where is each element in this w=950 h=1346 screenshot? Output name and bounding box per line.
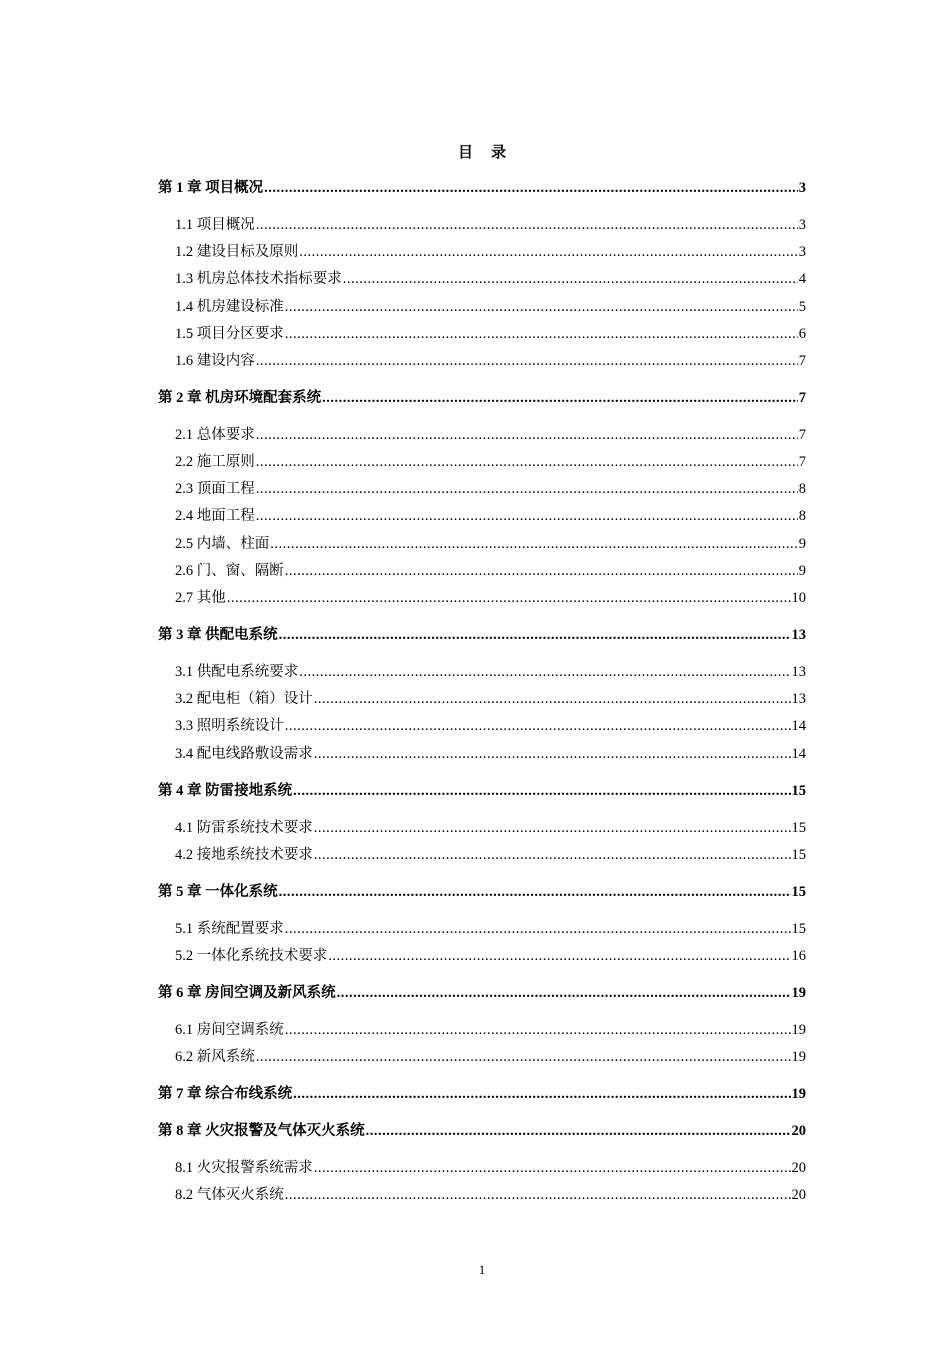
toc-entry-page: 4 (798, 271, 806, 287)
toc-entry-label: 第 4 章 防雷接地系统 (158, 783, 293, 799)
toc-entry-page: 20 (791, 1187, 806, 1203)
toc-entry-label: 1.3 机房总体技术指标要求 (175, 271, 342, 287)
toc-entry-page: 13 (791, 664, 806, 680)
toc-entry-label: 2.2 施工原则 (175, 454, 255, 470)
toc-entry-section[interactable] (175, 452, 806, 472)
toc-entry-chapter[interactable] (158, 1121, 806, 1141)
toc-entry-label: 1.4 机房建设标准 (175, 299, 284, 315)
toc-entry-label: 6.1 房间空调系统 (175, 1022, 284, 1038)
toc-entry-chapter[interactable] (158, 983, 806, 1003)
toc-entry-section[interactable] (175, 588, 806, 608)
toc-entry-page: 15 (791, 820, 806, 836)
leader-dots (270, 534, 798, 554)
leader-dots (256, 452, 798, 472)
leader-dots (285, 1185, 791, 1205)
title-char-left: 目 (457, 145, 473, 161)
toc-entry-section[interactable] (175, 1020, 806, 1040)
leader-dots (227, 588, 791, 608)
toc-entry-section[interactable] (175, 215, 806, 235)
toc-entry-page: 20 (791, 1123, 806, 1139)
toc-entry-section[interactable] (175, 269, 806, 289)
toc-entry-label: 1.5 项目分区要求 (175, 326, 284, 342)
toc-entry-label: 3.2 配电柜（箱）设计 (175, 691, 313, 707)
toc-entry-label: 第 1 章 项目概况 (158, 180, 264, 196)
leader-dots (366, 1121, 791, 1141)
toc-entry-page: 20 (791, 1160, 806, 1176)
toc-entry-section[interactable] (175, 818, 806, 838)
toc-entry-page: 3 (798, 244, 806, 260)
toc-entry-chapter[interactable] (158, 781, 806, 801)
toc-entry-section[interactable] (175, 297, 806, 317)
leader-dots (299, 242, 798, 262)
toc-entry-label: 3.1 供配电系统要求 (175, 664, 299, 680)
toc-entry-section[interactable] (175, 425, 806, 445)
toc-entry-page: 15 (791, 884, 806, 900)
toc-entry-section[interactable] (175, 744, 806, 764)
leader-dots (328, 946, 790, 966)
toc-entry-section[interactable] (175, 716, 806, 736)
toc-entry-label: 第 3 章 供配电系统 (158, 627, 278, 643)
toc-entry-section[interactable] (175, 1185, 806, 1205)
toc-entry-label: 2.6 门、窗、隔断 (175, 563, 284, 579)
toc-entry-section[interactable] (175, 919, 806, 939)
toc-entry-section[interactable] (175, 1158, 806, 1178)
toc-entry-label: 第 2 章 机房环境配套系统 (158, 390, 322, 406)
leader-dots (337, 983, 791, 1003)
leader-dots (279, 882, 791, 902)
leader-dots (256, 425, 798, 445)
toc-entry-section[interactable] (175, 479, 806, 499)
leader-dots (314, 845, 791, 865)
toc-entry-page: 15 (791, 921, 806, 937)
toc-entry-label: 2.3 顶面工程 (175, 481, 255, 497)
toc-entry-section[interactable] (175, 534, 806, 554)
leader-dots (314, 744, 791, 764)
toc-entry-section[interactable] (175, 662, 806, 682)
toc-entry-section[interactable] (175, 351, 806, 371)
toc-entry-section[interactable] (175, 506, 806, 526)
toc-entry-label: 2.4 地面工程 (175, 508, 255, 524)
toc-entry-chapter[interactable] (158, 388, 806, 408)
toc-entry-label: 1.1 项目概况 (175, 217, 255, 233)
toc-entry-page: 10 (791, 590, 806, 606)
toc-entry-label: 1.6 建设内容 (175, 353, 255, 369)
leader-dots (264, 178, 798, 198)
leader-dots (293, 781, 790, 801)
leader-dots (285, 716, 791, 736)
toc-entry-page: 7 (798, 427, 806, 443)
leader-dots (285, 297, 798, 317)
toc-entry-chapter[interactable] (158, 1084, 806, 1104)
leader-dots (293, 1084, 790, 1104)
toc-entry-page: 8 (798, 481, 806, 497)
page-title (0, 141, 950, 162)
toc-entry-label: 5.1 系统配置要求 (175, 921, 284, 937)
leader-dots (285, 1020, 791, 1040)
leader-dots (314, 1158, 791, 1178)
toc-entry-chapter[interactable] (158, 882, 806, 902)
toc-entry-page: 19 (791, 985, 806, 1001)
toc-entry-page: 13 (791, 627, 806, 643)
toc-entry-page: 7 (798, 454, 806, 470)
toc-entry-page: 3 (798, 217, 806, 233)
leader-dots (256, 479, 798, 499)
toc-entry-page: 14 (791, 746, 806, 762)
toc-entry-page: 3 (798, 180, 806, 196)
toc-entry-page: 8 (798, 508, 806, 524)
leader-dots (256, 1047, 791, 1067)
toc-entry-page: 16 (791, 948, 806, 964)
toc-entry-page: 13 (791, 691, 806, 707)
toc-entry-section[interactable] (175, 845, 806, 865)
toc-entry-page: 19 (791, 1022, 806, 1038)
title-char-right: 录 (491, 145, 507, 161)
toc-entry-section[interactable] (175, 561, 806, 581)
page-number: 1 (478, 1262, 486, 1277)
toc-entry-label: 5.2 一体化系统技术要求 (175, 948, 328, 964)
toc-entry-label: 4.1 防雷系统技术要求 (175, 820, 313, 836)
leader-dots (314, 818, 791, 838)
toc-entry-page: 7 (798, 353, 806, 369)
toc-entry-section[interactable] (175, 689, 806, 709)
toc-entry-section[interactable] (175, 324, 806, 344)
leader-dots (256, 506, 798, 526)
toc-entry-label: 2.7 其他 (175, 590, 226, 606)
toc-entry-page: 9 (798, 536, 806, 552)
toc-entry-chapter[interactable] (158, 625, 806, 645)
toc-entry-label: 第 7 章 综合布线系统 (158, 1086, 293, 1102)
leader-dots (314, 689, 791, 709)
leader-dots (285, 561, 798, 581)
leader-dots (299, 662, 790, 682)
toc-entry-section[interactable] (175, 946, 806, 966)
leader-dots (285, 919, 791, 939)
toc-entry-label: 第 5 章 一体化系统 (158, 884, 278, 900)
toc-entry-label: 8.2 气体灭火系统 (175, 1187, 284, 1203)
toc-entry-page: 15 (791, 847, 806, 863)
toc-entry-section[interactable] (175, 1047, 806, 1067)
toc-entry-label: 第 6 章 房间空调及新风系统 (158, 985, 336, 1001)
toc-entry-page: 5 (798, 299, 806, 315)
toc-entry-label: 6.2 新风系统 (175, 1049, 255, 1065)
leader-dots (256, 215, 798, 235)
leader-dots (322, 388, 798, 408)
toc-entry-label: 2.5 内墙、柱面 (175, 536, 270, 552)
toc-entry-page: 15 (791, 783, 806, 799)
toc-entry-page: 14 (791, 718, 806, 734)
toc-entry-label: 2.1 总体要求 (175, 427, 255, 443)
toc-entry-chapter[interactable] (158, 178, 806, 198)
leader-dots (343, 269, 798, 289)
toc-entry-label: 4.2 接地系统技术要求 (175, 847, 313, 863)
leader-dots (285, 324, 798, 344)
toc-entry-label: 3.3 照明系统设计 (175, 718, 284, 734)
toc-entry-label: 3.4 配电线路敷设需求 (175, 746, 313, 762)
toc-entry-page: 6 (798, 326, 806, 342)
toc-entry-page: 7 (798, 390, 806, 406)
toc-entry-label: 第 8 章 火灾报警及气体灭火系统 (158, 1123, 365, 1139)
toc-entry-label: 1.2 建设目标及原则 (175, 244, 299, 260)
leader-dots (256, 351, 798, 371)
leader-dots (279, 625, 791, 645)
toc-entry-page: 19 (791, 1086, 806, 1102)
toc-entry-section[interactable] (175, 242, 806, 262)
toc-entry-page: 19 (791, 1049, 806, 1065)
toc-entry-label: 8.1 火灾报警系统需求 (175, 1160, 313, 1176)
toc-entry-page: 9 (798, 563, 806, 579)
